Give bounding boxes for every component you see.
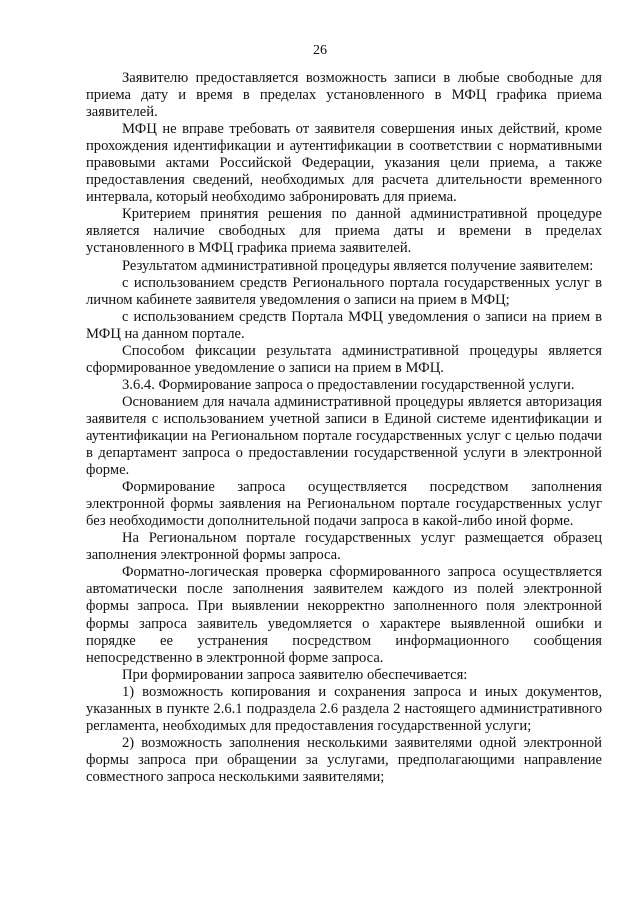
paragraph: На Региональном портале государственных услуг размещается образец заполнения электронной формы запроса. (86, 530, 602, 564)
list-item: 1) возможность копирования и сохранения запроса и иных документов, указанных в пункте 2.6.1 подраздела 2.6 раздела 2 настоящего административного регламента, необходимых для предоставления государственной услуги; (86, 683, 602, 734)
paragraph: Основанием для начала административной процедуры является авторизация заявителя с использованием учетной записи в Единой системе идентификации и аутентификации на Региональном портале государственных услуг с целью подачи в департамент запроса о предоставлении государственной услуги в электронной форме. (86, 393, 602, 479)
paragraph: Формирование запроса осуществляется посредством заполнения электронной формы заявления на Региональном портале государственных услуг без необходимости дополнительной подачи запроса в какой-либо иной форме. (86, 479, 602, 530)
paragraph: МФЦ не вправе требовать от заявителя совершения иных действий, кроме прохождения идентификации и аутентификации в соответствии с нормативными правовыми актами Российской Федерации, указания цели приема, а также предоставления сведений, необходимых для расчета длительности временного интервала, который необходимо забронировать для приема. (86, 121, 602, 206)
paragraph: Результатом административной процедуры является получение заявителем: (122, 257, 594, 274)
list-item: 2) возможность заполнения несколькими заявителями одной электронной формы запроса при обращении за услугами, предполагающими направление совместного запроса несколькими заявителями; (86, 734, 602, 785)
paragraph: с использованием средств Регионального портала государственных услуг в личном кабинете заявителя уведомления о записи на прием в МФЦ; (86, 274, 602, 308)
document-body (86, 70, 602, 786)
paragraph: Способом фиксации результата административной процедуры является сформированное уведомление о записи на прием в МФЦ. (86, 342, 602, 376)
section-heading: 3.6.4. Формирование запроса о предоставлении государственной услуги. (122, 376, 575, 393)
paragraph: с использованием средств Портала МФЦ уведомления о записи на прием в МФЦ на данном портале. (86, 308, 602, 342)
page-number: 26 (313, 43, 327, 58)
paragraph: При формировании запроса заявителю обеспечивается: (122, 666, 468, 683)
paragraph: Критерием принятия решения по данной административной процедуре является наличие свободных для приема даты и времени в пределах установленного в МФЦ графика приема заявителей. (86, 206, 602, 257)
paragraph: Форматно-логическая проверка сформированного запроса осуществляется автоматически после заполнения заявителем каждого из полей электронной формы запроса. При выявлении некорректно заполненного поля электронной формы запроса заявитель уведомляется о характере выявленной ошибки и порядке ее устранения посредством информационного сообщения непосредственно в электронной форме запроса. (86, 564, 602, 666)
paragraph: Заявителю предоставляется возможность записи в любые свободные для приема дату и время в пределах установленного в МФЦ графика приема заявителей. (86, 70, 602, 121)
